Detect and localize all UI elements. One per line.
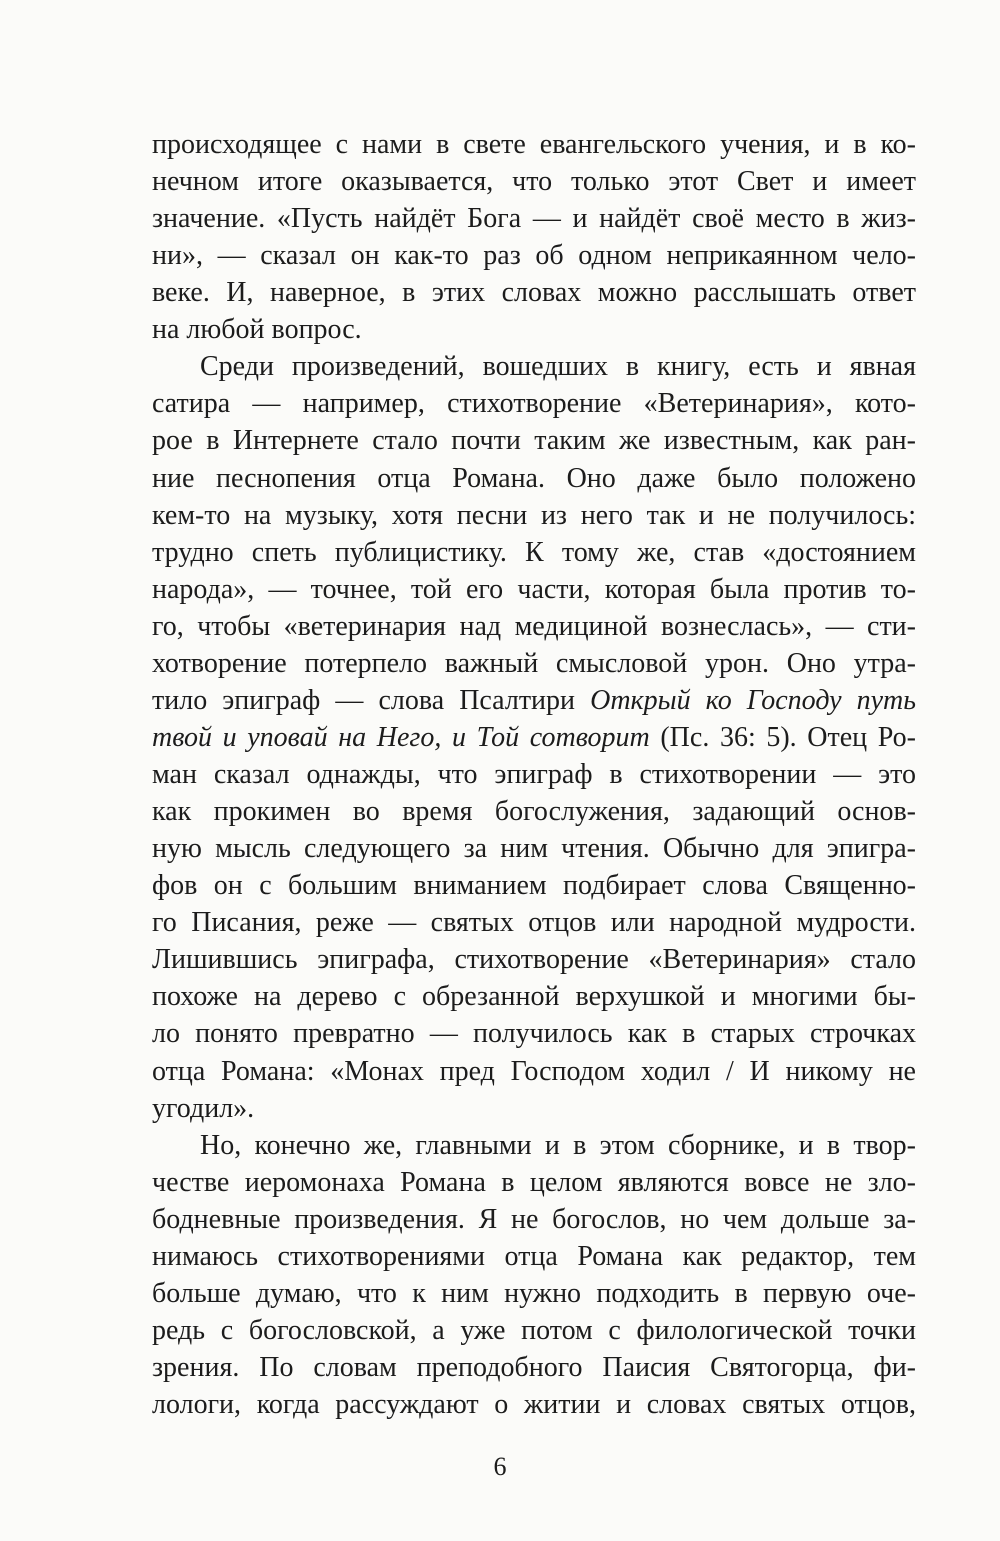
text-segment: бодневные произведения. Я не богослов, но чем дольше за- [152, 1203, 916, 1235]
text-segment: нечном итоге оказывается, что только этот Свет и имеет [152, 166, 916, 198]
text-segment: на любой вопрос. [152, 314, 362, 346]
text-segment: честве иеромонаха Романа в целом являются вовсе не зло- [152, 1166, 916, 1198]
text-segment: ни», — сказал он как-то раз об одном неприкаянном чело- [152, 240, 916, 272]
text-segment: происходящее с нами в свете евангельского учения, и в ко- [152, 129, 916, 160]
text-line [152, 832, 916, 866]
text-segment: лологи, когда рассуждают о житии и словах святых отцов, [152, 1389, 916, 1421]
text-line [152, 387, 916, 421]
text-segment: угодил». [152, 1092, 255, 1124]
text-segment: нимаюсь стихотворениями отца Романа как редактор, тем [152, 1240, 916, 1272]
italic-quote: Открый ко Господу путь [590, 684, 916, 716]
text-line [152, 202, 916, 236]
text-line [152, 128, 916, 162]
text-line [152, 610, 916, 644]
text-line [152, 943, 916, 977]
text-segment: Среди произведений, вошедших в книгу, есть и явная [200, 351, 916, 383]
text-line [152, 1166, 916, 1200]
text-segment: значение. «Пусть найдёт Бога — и найдёт своё место в жиз- [152, 203, 916, 235]
text-line [152, 1351, 916, 1385]
text-line [152, 424, 916, 458]
text-segment: Лишившись эпиграфа, стихотворение «Ветеринария» стало [152, 944, 916, 976]
text-line [152, 276, 916, 310]
text-line [152, 906, 916, 940]
italic-quote: твой и уповай на Него, и Той сотворит [152, 721, 650, 753]
text-segment: зрения. По словам преподобного Паисия Святогорца, фи- [152, 1351, 916, 1383]
text-line [152, 647, 916, 681]
text-segment: как прокимен во время богослужения, задающий основ- [152, 796, 916, 828]
text-line [152, 721, 916, 755]
text-segment: народа», — точнее, той его части, которая была против то- [152, 573, 916, 605]
text-segment: больше думаю, что к ним нужно подходить в первую оче- [152, 1277, 916, 1309]
text-segment: редь с богословской, а уже потом с филологической точки [152, 1314, 916, 1346]
text-line [152, 795, 916, 829]
text-line [152, 758, 916, 792]
text-segment: тило эпиграф — слова Псалтири [152, 684, 591, 716]
text-segment: трудно спеть публицистику. К тому же, став «достоянием [152, 536, 916, 568]
text-segment: ман сказал однажды, что эпиграф в стихотворении — это [152, 759, 916, 791]
text-segment: ло понято превратно — получилось как в старых строчках [152, 1018, 916, 1050]
text-line [152, 239, 916, 273]
text-segment: сатира — например, стихотворение «Ветеринария», кото- [152, 388, 916, 420]
text-line [152, 536, 916, 570]
text-segment: отца Романа: «Монах пред Господом ходил / И никому не [152, 1055, 916, 1087]
text-segment: похоже на дерево с обрезанной верхушкой и многими бы- [152, 981, 916, 1013]
text-line [152, 1277, 916, 1311]
text-line [152, 1017, 916, 1051]
text-line [152, 1092, 916, 1126]
page-number: 6 [493, 1452, 507, 1481]
text-line [152, 1314, 916, 1348]
text-line [152, 1055, 916, 1089]
text-line [152, 1129, 916, 1163]
text-segment: го, чтобы «ветеринария над медициной вознеслась», — сти- [152, 610, 916, 642]
text-segment: кем-то на музыку, хотя песни из него так и не получилось: [152, 499, 916, 531]
text-line [152, 1203, 916, 1237]
text-line [152, 350, 916, 384]
text-segment: го Писания, реже — святых отцов или народной мудрости. [152, 907, 916, 939]
text-segment: (Пс. 36: 5). Отец Ро- [649, 721, 916, 753]
text-line [152, 462, 916, 496]
text-line [152, 165, 916, 199]
text-line [152, 1388, 916, 1422]
text-line [152, 1240, 916, 1274]
text-segment: веке. И, наверное, в этих словах можно расслышать ответ [152, 277, 916, 309]
text-line [152, 869, 916, 903]
text-line [152, 573, 916, 607]
text-segment: фов он с большим вниманием подбирает слова Священно- [152, 870, 916, 902]
text-line [152, 499, 916, 533]
text-segment: ние песнопения отца Романа. Оно даже было положено [152, 462, 916, 494]
text-line [152, 313, 916, 347]
text-line [152, 684, 916, 718]
text-segment: ную мысль следующего за ним чтения. Обычно для эпигра- [152, 833, 916, 865]
text-line [152, 980, 916, 1014]
text-segment: хотворение потерпело важный смысловой урон. Оно утра- [152, 647, 916, 679]
text-segment: рое в Интернете стало почти таким же известным, как ран- [152, 425, 916, 457]
text-segment: Но, конечно же, главными и в этом сборнике, и в твор- [200, 1129, 916, 1161]
